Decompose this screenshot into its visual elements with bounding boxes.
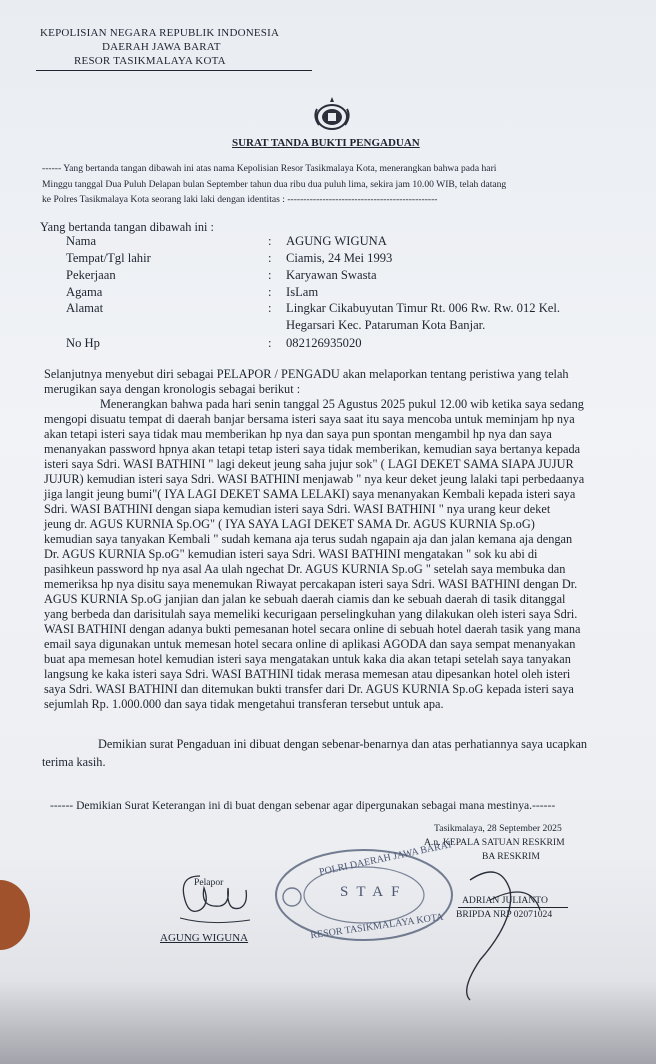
chronology-line: kemudian saya tanyakan Kembali " sudah kemana aja terus sudah ngapain aja dan jalan kemana aja dengan xyxy=(44,532,573,546)
reporter-paragraph-line: merugikan saya dengan kronologis sebagai berikut : xyxy=(44,382,301,396)
chronology-line: menanyakan password hpnya akan tetapi tetap isteri saya tidak memberikan, kemudian saya bertanya kepada xyxy=(44,442,581,456)
intro-line: Minggu tanggal Dua Puluh Delapan bulan September tahun dua ribu dua puluh lima, sekira jam 10.00 WIB, telah datang xyxy=(42,179,507,190)
chronology-line: Dr. AGUS KURNIA Sp.oG" kemudian isteri saya Sdri. WASI BATHINI mengatakan " sok ku abi di xyxy=(44,547,538,561)
identity-label-job: Pekerjaan xyxy=(66,268,116,282)
identity-colon: : xyxy=(268,268,272,282)
identity-colon: : xyxy=(268,234,272,248)
intro-line: ------ Yang bertanda tangan dibawah ini atas nama Kepolisian Resor Tasikmalaya Kota, menerangkan bahwa pada hari xyxy=(42,163,497,174)
signature-place-date: Tasikmalaya, 28 September 2025 xyxy=(434,823,562,834)
chronology-line: email saya digunakan untuk memesan hotel secara online di aplikasi AGODA dan saya sempat menanyakan xyxy=(44,637,576,651)
page-shadow xyxy=(0,980,656,1064)
chronology-line: saya Sdri. WASI BATHINI dan ditemukan bukti transfer dari Dr. AGUS KURNIA Sp.oG kepada isteri saya xyxy=(44,682,574,696)
chronology-line: mengopi disuatu tempat di daerah banjar bersama isteri saya saat itu saya mencoba untuk meminjam hp nya xyxy=(44,412,575,426)
reporter-paragraph-line: Selanjutnya menyebut diri sebagai PELAPOR / PENGADU akan melaporkan tentang peristiwa yang telah xyxy=(44,367,569,381)
police-emblem-icon xyxy=(311,95,353,133)
officer-rank: BRIPDA NRP 02071024 xyxy=(456,909,553,920)
identity-value-address: Lingkar Cikabuyutan Timur Rt. 006 Rw. Rw. 012 Kel. xyxy=(286,301,561,315)
statement-line: ------ Demikian Surat Keterangan ini di buat dengan sebenar agar dipergunakan sebagai mana mestinya.------ xyxy=(50,799,556,812)
identity-colon: : xyxy=(268,285,272,299)
chronology-line: WASI BATHINI dengan adanya bukti pemesanan hotel secara online di sebuah hotel daerah tasik yang mana xyxy=(44,622,581,636)
identity-label-religion: Agama xyxy=(66,285,103,299)
document-title: SURAT TANDA BUKTI PENGADUAN xyxy=(232,137,420,149)
chronology-line: memeriksa hp nya disitu saya menemukan Riwayat percakapan isteri saya Sdri. WASI BATHINI dengan Dr. xyxy=(44,577,578,591)
reporter-role: Pelapor xyxy=(194,877,224,888)
chronology-line: langsung ke kaka isteri saya Sdri. WASI BATHINI tidak merasa memesan atau dipesankan hotel oleh isteri xyxy=(44,667,571,681)
reporter-name: AGUNG WIGUNA xyxy=(160,932,249,944)
chronology-line: Menerangkan bahwa pada hari senin tanggal 25 Agustus 2025 pukul 12.00 wib ketika saya sedang xyxy=(100,397,584,411)
stamp-top-text: POLRI DAERAH JAWA BARAT xyxy=(318,838,454,879)
identity-colon: : xyxy=(268,251,272,265)
chronology-line: pasihkeun password hp nya asal Aa ulah ngechat Dr. AGUS KURNIA Sp.oG " setelah saya membuka dan xyxy=(44,562,566,576)
identity-colon: : xyxy=(268,336,272,350)
signature-office-line: BA RESKRIM xyxy=(482,851,540,862)
reporter-signature-icon xyxy=(170,868,260,932)
chronology-line: yang berbeda dan darisitulah saya memeliki kecurigaan perselingkuhan yang dilakukan oleh isteri saya Sdri. xyxy=(44,607,578,621)
letterhead-line-1: KEPOLISIAN NEGARA REPUBLIK INDONESIA xyxy=(40,27,280,39)
identity-value-address-2: Hegarsari Kec. Pataruman Kota Banjar. xyxy=(286,318,486,332)
identity-value-birth: Ciamis, 24 Mei 1993 xyxy=(286,251,393,265)
stamp-bottom-text: RESOR TASIKMALAYA KOTA xyxy=(309,911,445,942)
officer-name-underline xyxy=(458,907,568,908)
identity-label-name: Nama xyxy=(66,234,97,248)
identity-value-name: AGUNG WIGUNA xyxy=(286,234,387,248)
thumb xyxy=(0,880,30,950)
signature-office-line: A.n. KEPALA SATUAN RESKRIM xyxy=(424,837,565,848)
closing-line: terima kasih. xyxy=(42,755,106,769)
chronology-line: jiga langit jeung bumi"( IYA LAGI DEKET SAMA LELAKI) saya menanyakan Kembali kepada isteri saya xyxy=(44,487,576,501)
officer-name: ADRIAN JULIANTO xyxy=(462,895,548,906)
stamp-middle-text: STAF xyxy=(340,884,408,900)
identity-value-religion: IsLam xyxy=(286,285,319,299)
letterhead-rule xyxy=(36,70,312,71)
intro-line: ke Polres Tasikmalaya Kota seorang laki laki dengan identitas : ----------------------------------------------- xyxy=(42,194,438,205)
chronology-line: isteri saya Sdri. WASI BATHINI " lagi dekeut jeung saha jujur sok" ( LAGI DEKET SAMA SIAPA JUJUR xyxy=(44,457,574,471)
identity-label-phone: No Hp xyxy=(66,336,100,350)
identity-colon: : xyxy=(268,301,272,315)
chronology-line: JUJUR) kemudian isteri saya Sdri. WASI BATHINI menjawab " nya keur deket jeung lalaki tapi perbedaanya xyxy=(44,472,585,486)
identity-label-address: Alamat xyxy=(66,301,104,315)
identity-value-job: Karyawan Swasta xyxy=(286,268,377,282)
letterhead-line-3: RESOR TASIKMALAYA KOTA xyxy=(74,55,226,67)
identity-value-phone: 082126935020 xyxy=(286,336,362,350)
chronology-line: AGUS KURNIA Sp.oG janjian dan jalan ke sebuah daerah ciamis dan ke sebuah daerah di tasik ditanggal xyxy=(44,592,566,606)
identity-intro: Yang bertanda tangan dibawah ini : xyxy=(40,220,214,234)
chronology-line: jeung dr. AGUS KURNIA Sp.OG" ( IYA SAYA LAGI DEKET SAMA Dr. AGUS KURNIA Sp.oG) xyxy=(44,517,535,531)
chronology-line: Sdri. WASI BATHINI dengan siapa kemudian isteri saya Sdri. WASI BATHINI " nya urang keur deket xyxy=(44,502,551,516)
closing-line: Demikian surat Pengaduan ini dibuat dengan sebenar-benarnya dan atas perhatiannya saya ucapkan xyxy=(98,737,588,751)
letterhead-line-2: DAERAH JAWA BARAT xyxy=(102,41,221,53)
chronology-line: akan tetapi isteri saya tidak mau memberikan hp nya dan saya pun spontan mengambil hp nya dan saya xyxy=(44,427,552,441)
chronology-line: buat apa memesan hotel kemudian isteri saya mengatakan untuk kaka dia akan tetapi setelah saya tanyakan xyxy=(44,652,571,666)
chronology-line: sejumlah Rp. 1.000.000 dan saya tidak mengetahui transferan tersebut untuk apa. xyxy=(44,697,444,711)
identity-label-birth: Tempat/Tgl lahir xyxy=(66,251,151,265)
